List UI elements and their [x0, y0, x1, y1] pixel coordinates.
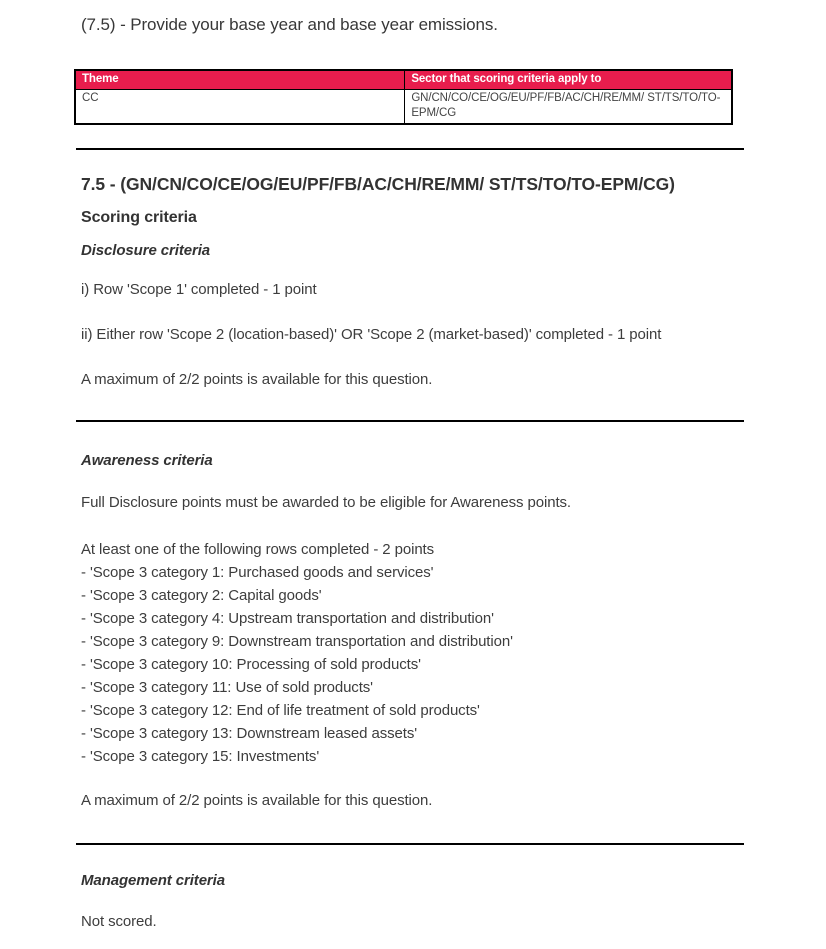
question-title: (7.5) - Provide your base year and base year emissions.	[81, 15, 498, 34]
table-header-row	[75, 70, 732, 90]
disclosure-criteria-label: Disclosure criteria	[81, 242, 210, 259]
scoring-criteria-heading: Scoring criteria	[81, 209, 197, 226]
awareness-intro-line: At least one of the following rows completed - 2 points	[81, 541, 435, 558]
horizontal-rule	[76, 420, 744, 422]
awareness-eligibility-note: Full Disclosure points must be awarded to be eligible for Awareness points.	[81, 494, 571, 511]
disclosure-max-points-note: A maximum of 2/2 points is available for this question.	[81, 371, 433, 388]
scope3-row-item: - 'Scope 3 category 13: Downstream leased assets'	[81, 725, 417, 742]
awareness-max-points-note: A maximum of 2/2 points is available for this question.	[81, 792, 433, 809]
table-cell-sector: GN/CN/CO/CE/OG/EU/PF/FB/AC/CH/RE/MM/ ST/TS/TO/TO-EPM/CG	[405, 90, 732, 125]
scope3-row-item: - 'Scope 3 category 10: Processing of sold products'	[81, 656, 421, 673]
table-header-sector: Sector that scoring criteria apply to	[405, 70, 732, 90]
scope3-row-item: - 'Scope 3 category 2: Capital goods'	[81, 587, 322, 604]
scope3-row-item: - 'Scope 3 category 11: Use of sold products'	[81, 679, 373, 696]
table-cell-theme: CC	[75, 90, 405, 125]
management-criteria-label: Management criteria	[81, 872, 225, 889]
table-header-theme: Theme	[75, 70, 405, 90]
disclosure-item-1: i) Row 'Scope 1' completed - 1 point	[81, 281, 317, 298]
theme-sector-table	[74, 69, 733, 125]
scope3-row-item: - 'Scope 3 category 15: Investments'	[81, 748, 320, 765]
horizontal-rule	[76, 148, 744, 150]
table-row	[75, 90, 732, 125]
awareness-criteria-label: Awareness criteria	[81, 452, 213, 469]
document-page	[0, 14, 826, 949]
section-heading: 7.5 - (GN/CN/CO/CE/OG/EU/PF/FB/AC/CH/RE/MM/ ST/TS/TO/TO-EPM/CG)	[81, 174, 675, 194]
horizontal-rule	[76, 843, 744, 845]
scope3-row-item: - 'Scope 3 category 9: Downstream transportation and distribution'	[81, 633, 513, 650]
scope3-row-item: - 'Scope 3 category 4: Upstream transportation and distribution'	[81, 610, 494, 627]
scope3-row-item: - 'Scope 3 category 1: Purchased goods and services'	[81, 564, 434, 581]
awareness-rows-list	[81, 538, 826, 768]
not-scored-note: Not scored.	[81, 913, 157, 930]
disclosure-item-2: ii) Either row 'Scope 2 (location-based)' OR 'Scope 2 (market-based)' completed - 1 point	[81, 326, 662, 343]
scope3-row-item: - 'Scope 3 category 12: End of life treatment of sold products'	[81, 702, 480, 719]
